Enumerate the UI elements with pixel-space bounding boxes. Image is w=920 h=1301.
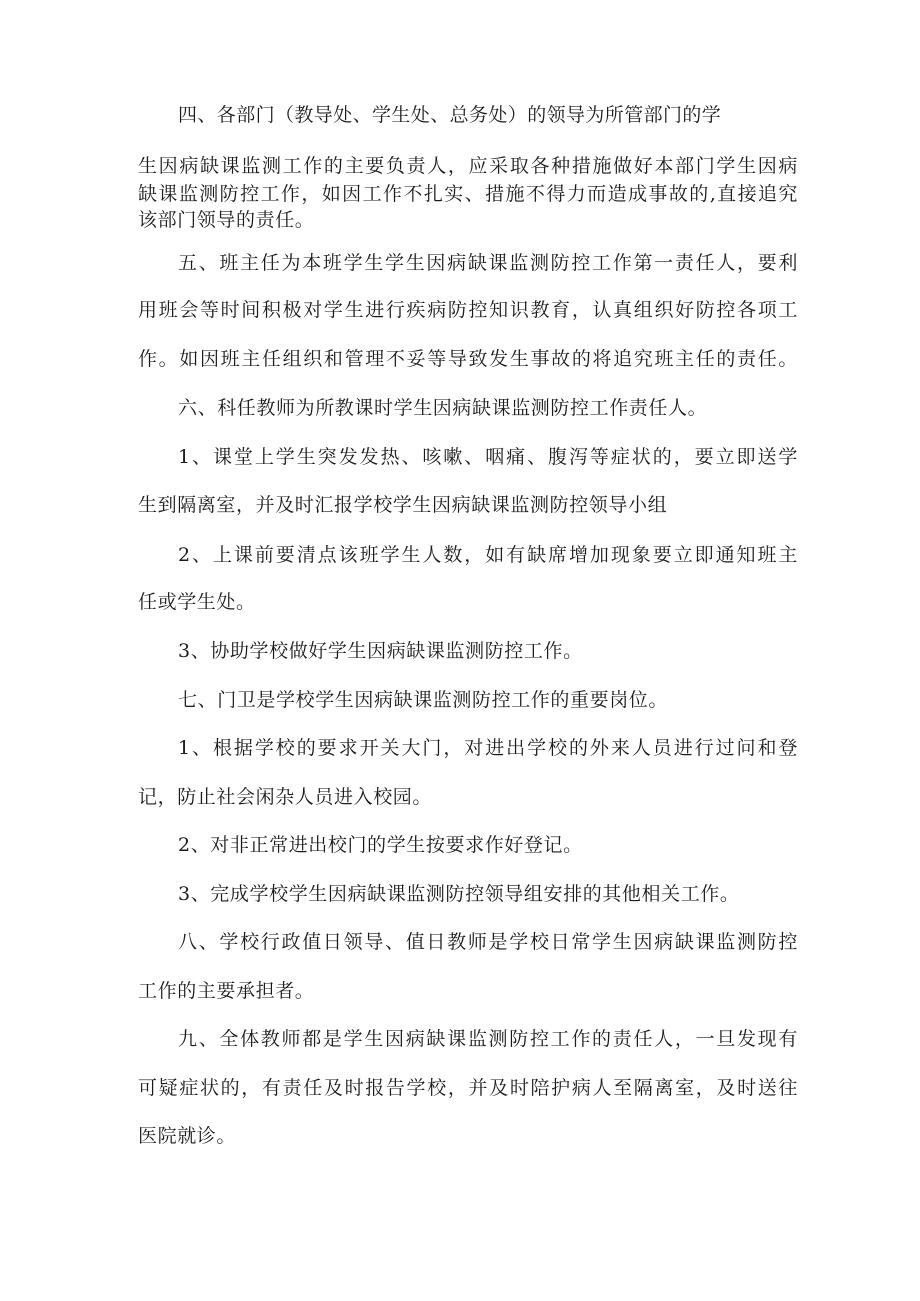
paragraph-line: 九、全体教师都是学生因病缺课监测防控工作的责任人，一旦发现有: [178, 1028, 798, 1050]
paragraph-line: 1、根据学校的要求开关大门，对进出学校的外来人员进行过问和登: [178, 737, 798, 759]
paragraph-line: 该部门领导的责任。: [138, 209, 315, 231]
paragraph-line: 2、上课前要清点该班学生人数，如有缺席增加现象要立即通知班主: [178, 544, 798, 566]
paragraph-line: 生到隔离室，并及时汇报学校学生因病缺课监测防控领导小组: [138, 494, 668, 516]
paragraph-line: 生因病缺课监测工作的主要负责人，应采取各种措施做好本部门学生因病: [138, 155, 798, 177]
paragraph-line: 3、完成学校学生因病缺课监测防控领导组安排的其他相关工作。: [178, 883, 740, 905]
paragraph-line: 四、各部门（教导处、学生处、总务处）的领导为所管部门的学: [178, 104, 722, 126]
paragraph-line: 八、学校行政值日领导、值日教师是学校日常学生因病缺课监测防控: [178, 931, 798, 953]
paragraph-line: 作。如因班主任组织和管理不妥等导致发生事故的将追究班主任的责任。: [138, 348, 798, 370]
paragraph-line: 记，防止社会闲杂人员进入校园。: [138, 786, 433, 808]
paragraph-line: 缺课监测防控工作，如因工作不扎实、措施不得力而造成事故的,直接追究: [138, 183, 798, 205]
paragraph-line: 任或学生处。: [138, 591, 256, 613]
paragraph-line: 五、班主任为本班学生学生因病缺课监测防控工作第一责任人，要利: [178, 252, 798, 274]
paragraph-line: 医院就诊。: [138, 1125, 237, 1147]
paragraph-line: 3、协助学校做好学生因病缺课监测防控工作。: [178, 640, 583, 662]
paragraph-line: 工作的主要承担者。: [138, 980, 315, 1002]
paragraph-line: 六、科任教师为所教课时学生因病缺课监测防控工作责任人。: [178, 397, 708, 419]
paragraph-line: 1、课堂上学生突发发热、咳嗽、咽痛、腹泻等症状的，要立即送学: [178, 446, 798, 468]
paragraph-line: 七、门卫是学校学生因病缺课监测防控工作的重要岗位。: [178, 689, 669, 711]
paragraph-line: 2、对非正常进出校门的学生按要求作好登记。: [178, 834, 583, 856]
paragraph-line: 可疑症状的，有责任及时报告学校，并及时陪护病人至隔离室，及时送往: [138, 1077, 798, 1099]
paragraph-line: 用班会等时间积极对学生进行疾病防控知识教育，认真组织好防控各项工: [138, 299, 798, 321]
